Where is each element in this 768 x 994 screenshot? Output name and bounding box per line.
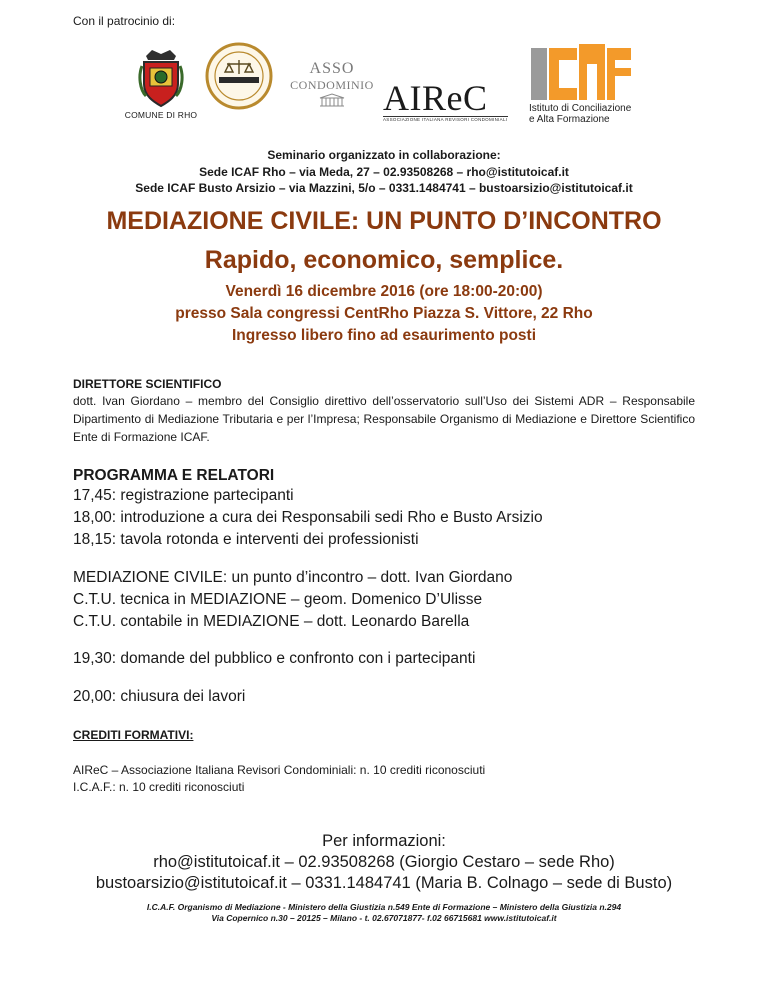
footer-line1: I.C.A.F. Organismo di Mediazione - Ministero della Giustizia n.549 Ente di Formazione – Ministero della Giustizia n.294 xyxy=(146,902,622,912)
coat-of-arms-icon xyxy=(138,46,184,108)
building-icon xyxy=(319,93,345,107)
mediation-seal-logo xyxy=(205,42,273,110)
icaf-mark-text: ICAF xyxy=(581,75,586,77)
director-label: DIRETTORE SCIENTIFICO xyxy=(73,377,222,391)
contact-heading: Per informazioni: xyxy=(322,832,446,850)
director-text: dott. Ivan Giordano – membro del Consiglio direttivo dell’osservatorio sull’Uso dei Sistemi ADR – Responsabile Dipartimento di Mediazione Tributaria e per l’Impresa; Responsabile Organismo di Mediazione e Direttore Scientifico Ente di Formazione ICAF. xyxy=(73,394,695,444)
airec-subtitle: ASSOCIAZIONE ITALIANA REVISORI CONDOMINIALI xyxy=(383,117,508,122)
contact-rho: rho@istitutoicaf.it – 02.93508268 (Giorgio Cestaro – sede Rho) xyxy=(153,853,615,871)
program-qa: 19,30: domande del pubblico e confronto con i partecipanti xyxy=(73,650,476,667)
patronage-label: Con il patrocinio di: xyxy=(73,14,176,28)
credits-label: CREDITI FORMATIVI: xyxy=(73,728,194,742)
program-talks xyxy=(73,567,512,633)
comune-caption: COMUNE DI RHO xyxy=(124,110,198,120)
icaf-logo xyxy=(529,42,639,132)
talk-item: MEDIAZIONE CIVILE: un punto d’incontro – dott. Ivan Giordano xyxy=(73,569,513,586)
credit-item: AIReC – Associazione Italiana Revisori Condominiali: n. 10 crediti riconosciuti xyxy=(73,763,486,777)
sponsor-logos xyxy=(0,38,768,133)
icaf-caption-line2: e Alta Formazione xyxy=(529,114,610,125)
footer xyxy=(0,902,768,924)
organizer-busto: Sede ICAF Busto Arsizio – via Mazzini, 5/o – 0331.1484741 – bustoarsizio@istitutoicaf.it xyxy=(135,181,633,195)
event-info xyxy=(0,281,768,347)
contact-busto: bustoarsizio@istitutoicaf.it – 0331.1484741 (Maria B. Colnago – sede di Busto) xyxy=(95,874,673,892)
asso-line1: ASSO xyxy=(309,60,355,77)
icaf-caption xyxy=(529,103,631,125)
page-title: MEDIAZIONE CIVILE: UN PUNTO D’INCONTRO xyxy=(106,207,662,235)
talk-item: C.T.U. contabile in MEDIAZIONE – dott. Leonardo Barella xyxy=(73,613,470,630)
asso-line2: CONDOMINIO xyxy=(290,78,374,92)
airec-wordmark: AIReC xyxy=(383,78,488,118)
program-schedule xyxy=(73,485,543,551)
schedule-item: 17,45: registrazione partecipanti xyxy=(73,487,294,504)
credit-item: I.C.A.F.: n. 10 crediti riconosciuti xyxy=(73,780,245,794)
comune-di-rho-logo xyxy=(118,46,204,126)
schedule-item: 18,00: introduzione a cura dei Responsabili sedi Rho e Busto Arsizio xyxy=(73,509,543,526)
program-label: PROGRAMMA E RELATORI xyxy=(73,467,275,484)
icaf-mark-icon xyxy=(529,42,633,102)
program-close: 20,00: chiusura dei lavori xyxy=(73,688,246,705)
asso-condominio-logo xyxy=(282,60,382,112)
seal-icon xyxy=(205,42,273,110)
footer-line2: Via Copernico n.30 – 20125 – Milano - t. 02.67071877- f.02 66715681 www.istitutoicaf.it xyxy=(211,913,557,923)
event-entry: Ingresso libero fino ad esaurimento posti xyxy=(231,327,537,344)
event-venue: presso Sala congressi CentRho Piazza S. Vittore, 22 Rho xyxy=(175,305,593,322)
airec-logo xyxy=(383,80,508,122)
organizer-rho: Sede ICAF Rho – via Meda, 27 – 02.93508268 – rho@istitutoicaf.it xyxy=(199,164,569,179)
talk-item: C.T.U. tecnica in MEDIAZIONE – geom. Domenico D’Ulisse xyxy=(73,591,483,608)
organizers-block xyxy=(0,147,768,197)
schedule-item: 18,15: tavola rotonda e interventi dei professionisti xyxy=(73,531,419,548)
credits-list xyxy=(73,762,485,796)
icaf-caption-line1: Istituto di Conciliazione xyxy=(529,103,632,114)
event-date: Venerdì 16 dicembre 2016 (ore 18:00-20:00) xyxy=(225,283,543,300)
contact-block xyxy=(0,831,768,894)
organizers-intro: Seminario organizzato in collaborazione: xyxy=(267,148,501,162)
page-subtitle: Rapido, economico, semplice. xyxy=(204,246,564,274)
